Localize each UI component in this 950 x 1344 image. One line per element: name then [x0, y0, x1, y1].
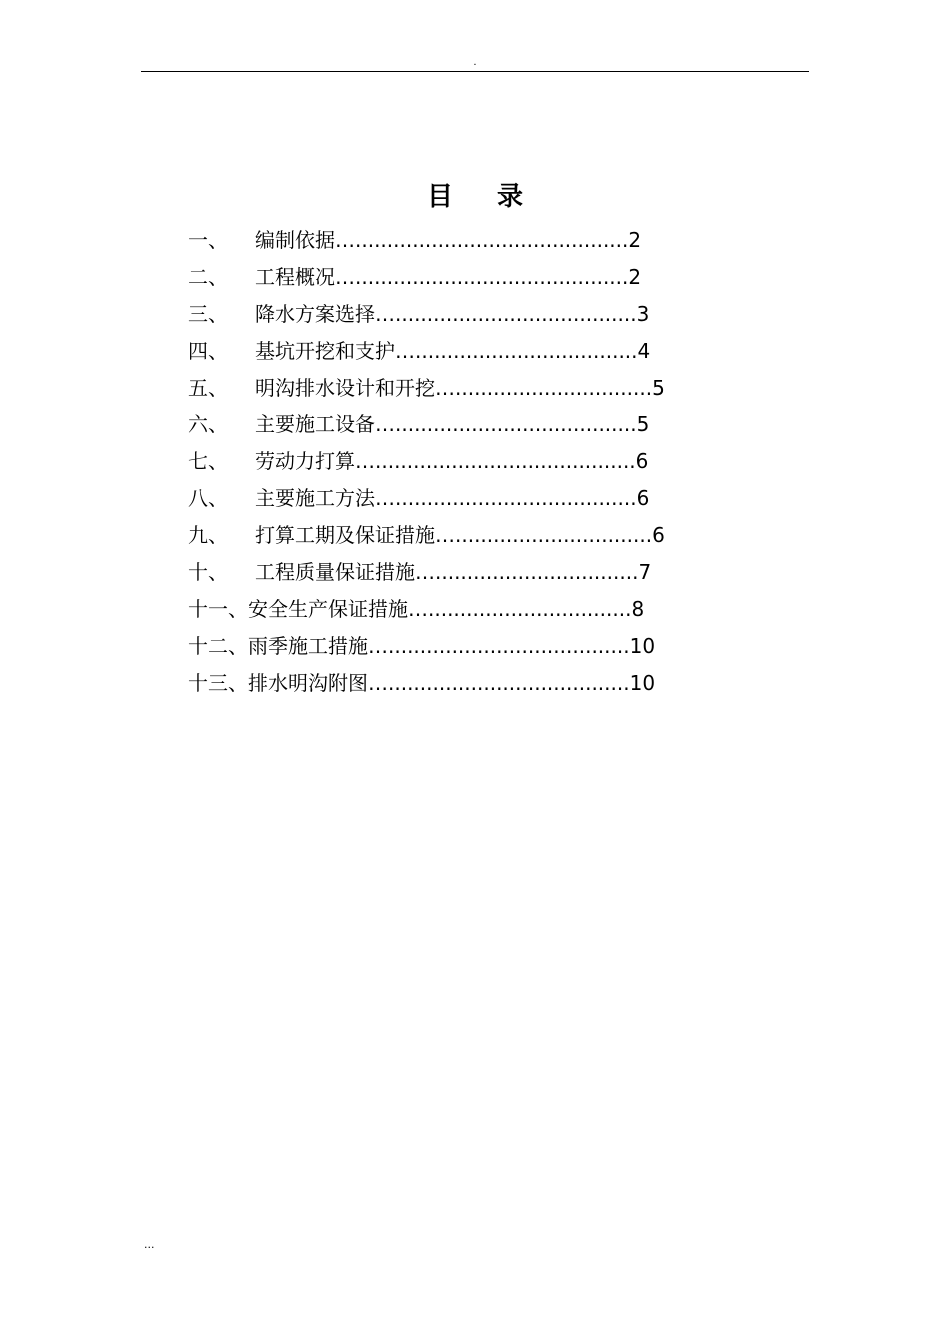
toc-entry-page: 10	[629, 633, 656, 658]
toc-entry-number: 一、	[188, 228, 228, 252]
toc-entry-title: 工程质量保证措施	[255, 560, 415, 585]
toc-entry-number: 七、	[188, 449, 228, 474]
toc-entry-page: 6	[635, 449, 649, 474]
toc-entry-number: 二、	[188, 264, 228, 289]
toc-entry[interactable]	[188, 296, 708, 333]
toc-entry-leader: …...............................	[435, 523, 653, 548]
toc-entry-number: 九、	[188, 523, 228, 548]
toc-entry[interactable]	[188, 370, 708, 407]
toc-entry-number: 五、	[188, 375, 228, 400]
toc-entry-title: 基坑开挖和支护	[255, 338, 395, 363]
toc-entry[interactable]	[188, 554, 708, 591]
toc-entry[interactable]	[188, 517, 708, 554]
toc-entry-title: 主要施工方法	[255, 486, 375, 511]
toc-entry-page: 6	[652, 523, 665, 548]
toc-entry-title: 工程概况	[255, 264, 335, 289]
toc-entry-leader: …......................................	[375, 301, 637, 326]
toc-entry[interactable]	[188, 259, 708, 296]
toc-entry-leader: …......................................	[375, 486, 637, 511]
toc-entry[interactable]	[188, 480, 708, 517]
toc-entry-page: 3	[636, 301, 650, 326]
toc-entry-title: 降水方案选择	[255, 301, 375, 326]
toc-entry-page: 2	[628, 264, 642, 289]
toc-entry-title: 主要施工设备	[255, 412, 375, 437]
toc-entry-title: 打算工期及保证措施	[255, 523, 435, 548]
toc-entry-number: 四、	[188, 338, 228, 363]
toc-entry-title: 安全生产保证措施	[248, 596, 408, 621]
toc-entry-page: 4	[637, 338, 651, 363]
toc-entry-leader: …...................................	[395, 338, 638, 363]
toc-entry-leader: …......................................	[368, 633, 630, 658]
toc-entry[interactable]	[188, 333, 708, 370]
toc-entry-leader: …...........................................	[335, 228, 629, 252]
toc-entry-number: 十二、	[188, 633, 248, 658]
toc-entry-number: 三、	[188, 301, 228, 326]
toc-entry-page: 2	[628, 228, 642, 252]
toc-entry-number: 六、	[188, 412, 228, 437]
toc-entry-page: 10	[629, 670, 656, 695]
toc-entry-number: 十一、	[188, 596, 248, 621]
toc-entry-leader: …......................................	[368, 670, 630, 695]
toc-entry[interactable]	[188, 591, 708, 628]
toc-entry-page: 5	[652, 375, 665, 400]
toc-entry-leader: …................................	[415, 560, 639, 585]
header-rule	[141, 71, 809, 72]
toc-entry-leader: …...............................	[435, 375, 653, 400]
toc-title: 目录	[426, 182, 567, 212]
toc-entry-title: 排水明沟附图	[248, 670, 368, 695]
toc-entry[interactable]	[188, 222, 708, 259]
toc-entry-title: 明沟排水设计和开挖	[255, 375, 435, 400]
toc-entry-page: 5	[636, 412, 650, 437]
toc-entry-page: 8	[631, 596, 645, 621]
toc-entry-number: 十三、	[188, 670, 248, 695]
toc-entry-leader: …................................	[408, 596, 632, 621]
toc-entry[interactable]	[188, 628, 708, 665]
toc-entry-leader: ….........................................	[355, 449, 636, 474]
toc-entry-title: 劳动力打算	[255, 449, 355, 474]
toc-entry-title: 编制依据	[255, 228, 335, 252]
toc-entry-number: 十、	[188, 560, 228, 585]
toc-entry-number: 八、	[188, 486, 228, 511]
toc-entry[interactable]	[188, 443, 708, 480]
toc-entry-page: 7	[638, 560, 652, 585]
toc-entry[interactable]	[188, 406, 708, 443]
toc-entry-leader: …...........................................	[335, 264, 629, 289]
toc-list	[188, 222, 708, 702]
toc-entry-leader: …......................................	[375, 412, 637, 437]
toc-entry-page: 6	[636, 486, 650, 511]
toc-entry-title: 雨季施工措施	[248, 633, 368, 658]
toc-entry[interactable]	[188, 665, 708, 702]
footer-mark: ...	[144, 1238, 155, 1251]
header-mark: .	[473, 57, 477, 68]
